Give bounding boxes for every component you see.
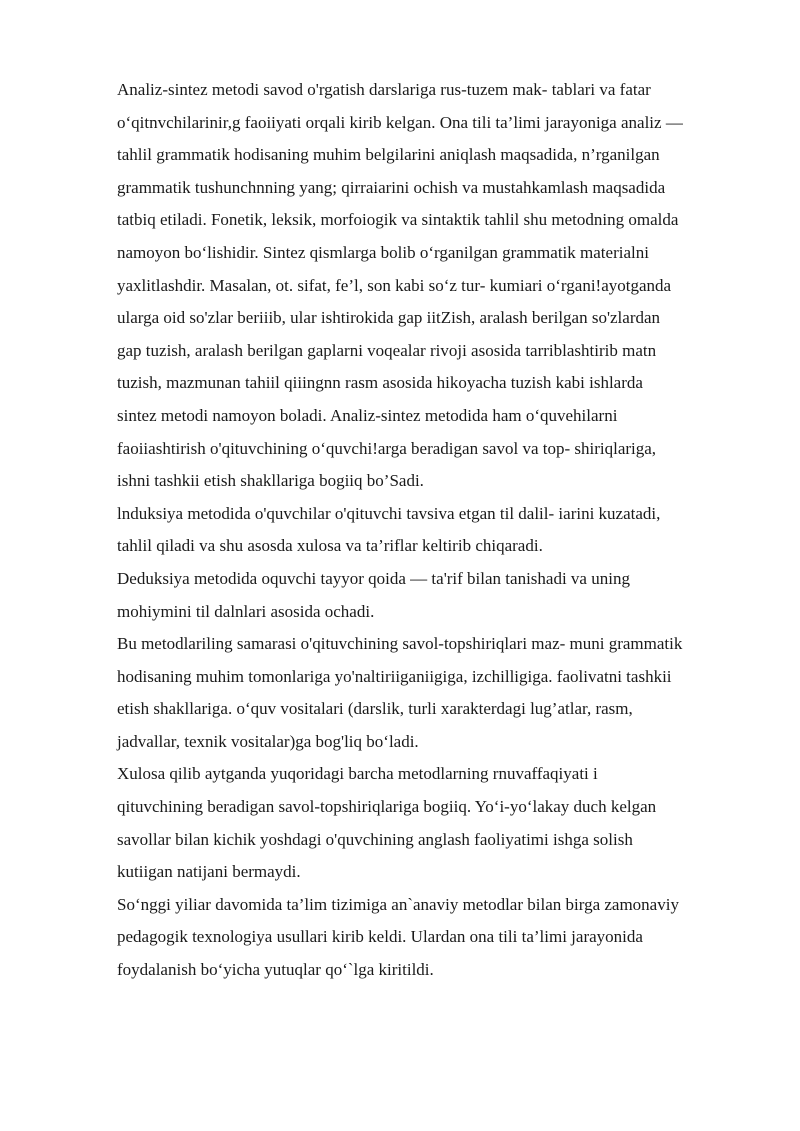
paragraph-modern-technologies: So‘nggi yiliar davomida ta’lim tizimiga an`anaviy metodlar bilan birga zamonaviy pedagogik texnologiya usullari kirib keldi. Ulardan ona tili ta’limi jarayonida foydalanish bo‘yicha yutuqlar qo‘`lga kiritildi. — [117, 894, 679, 980]
paragraph-conclusion: Xulosa qilib aytganda yuqoridagi barcha metodlarning rnuvaffaqiyati i qituvchining beradigan savol-topshiriqlariga bogiiq. Yo‘i-yo‘lakay duch kelgan savollar bilan kichik yoshdagi o'quvchining anglash faoliyatimi ishga solish kutiigan natijani bermaydi. — [117, 764, 657, 882]
paragraph-effectiveness: Bu metodlariling samarasi o'qituvchining savol-topshiriqlari maz- muni grammatik hodisaning muhim tomonlariga yo'naltiriiganiigiga, izchilligiga. faolivatni tashkii etish shakllariga. o‘quv vositalari (darslik, turli xarakterdagi lug’atlar, rasm, jadvallar, texnik vositalar)ga bog'liq bo‘ladi. — [117, 634, 683, 751]
paragraph-deduction: Deduksiya metodida oquvchi tayyor qoida — ta'rif bilan tanishadi va uning mohiymini til dalnlari asosida ochadi. — [117, 568, 630, 621]
document-body — [117, 74, 757, 987]
paragraph-analysis-synthesis: Analiz-sintez metodi savod o'rgatish darslariga rus-tuzem mak- tablari va fatar o‘qitnvchilarinir,g faoiiyati orqali kirib kelgan. Ona tili ta’limi jarayoniga analiz — tahlil grammatik hodisaning muhim belgilarini aniqlash maqsadida, n’rganilgan grammatik tushunchnning yang; qirraiarini ochish va mustahkamlash maqsadida tatbiq etiladi. Fonetik, leksik, morfoiogik va sintaktik tahlil shu metodning omalda namoyon bo‘lishidir. Sintez qismlarga bolib o‘rganilgan grammatik materialni yaxlitlashdir. Masalan, ot. sifat, fe’l, son kabi so‘z tur- kumiari o‘rgani!ayotganda ularga oid so'zlar beriiib, ular ishtirokida gap iitZish, aralash berilgan so'zlardan gap tuzish, aralash berilgan gaplarni voqealar rivoji asosida tarriblashtirib matn tuzish, mazmunan tahiil qiiingnn rasm asosida hikoyacha tuzish kabi ishlarda sintez metodi namoyon boladi. Analiz-sintez metodida ham o‘quvehilarni faoiiashtirish o'qituvchining o‘quvchi!arga beradigan savol va top- shiriqlariga, ishni tashkii etish shakllariga bogiiq bo’Sadi. — [117, 80, 683, 491]
paragraph-induction: lnduksiya metodida o'quvchilar o'qituvchi tavsiva etgan til dalil- iarini kuzatadi, tahlil qiladi va shu asosda xulosa va ta’riflar keltirib chiqaradi. — [117, 503, 661, 556]
